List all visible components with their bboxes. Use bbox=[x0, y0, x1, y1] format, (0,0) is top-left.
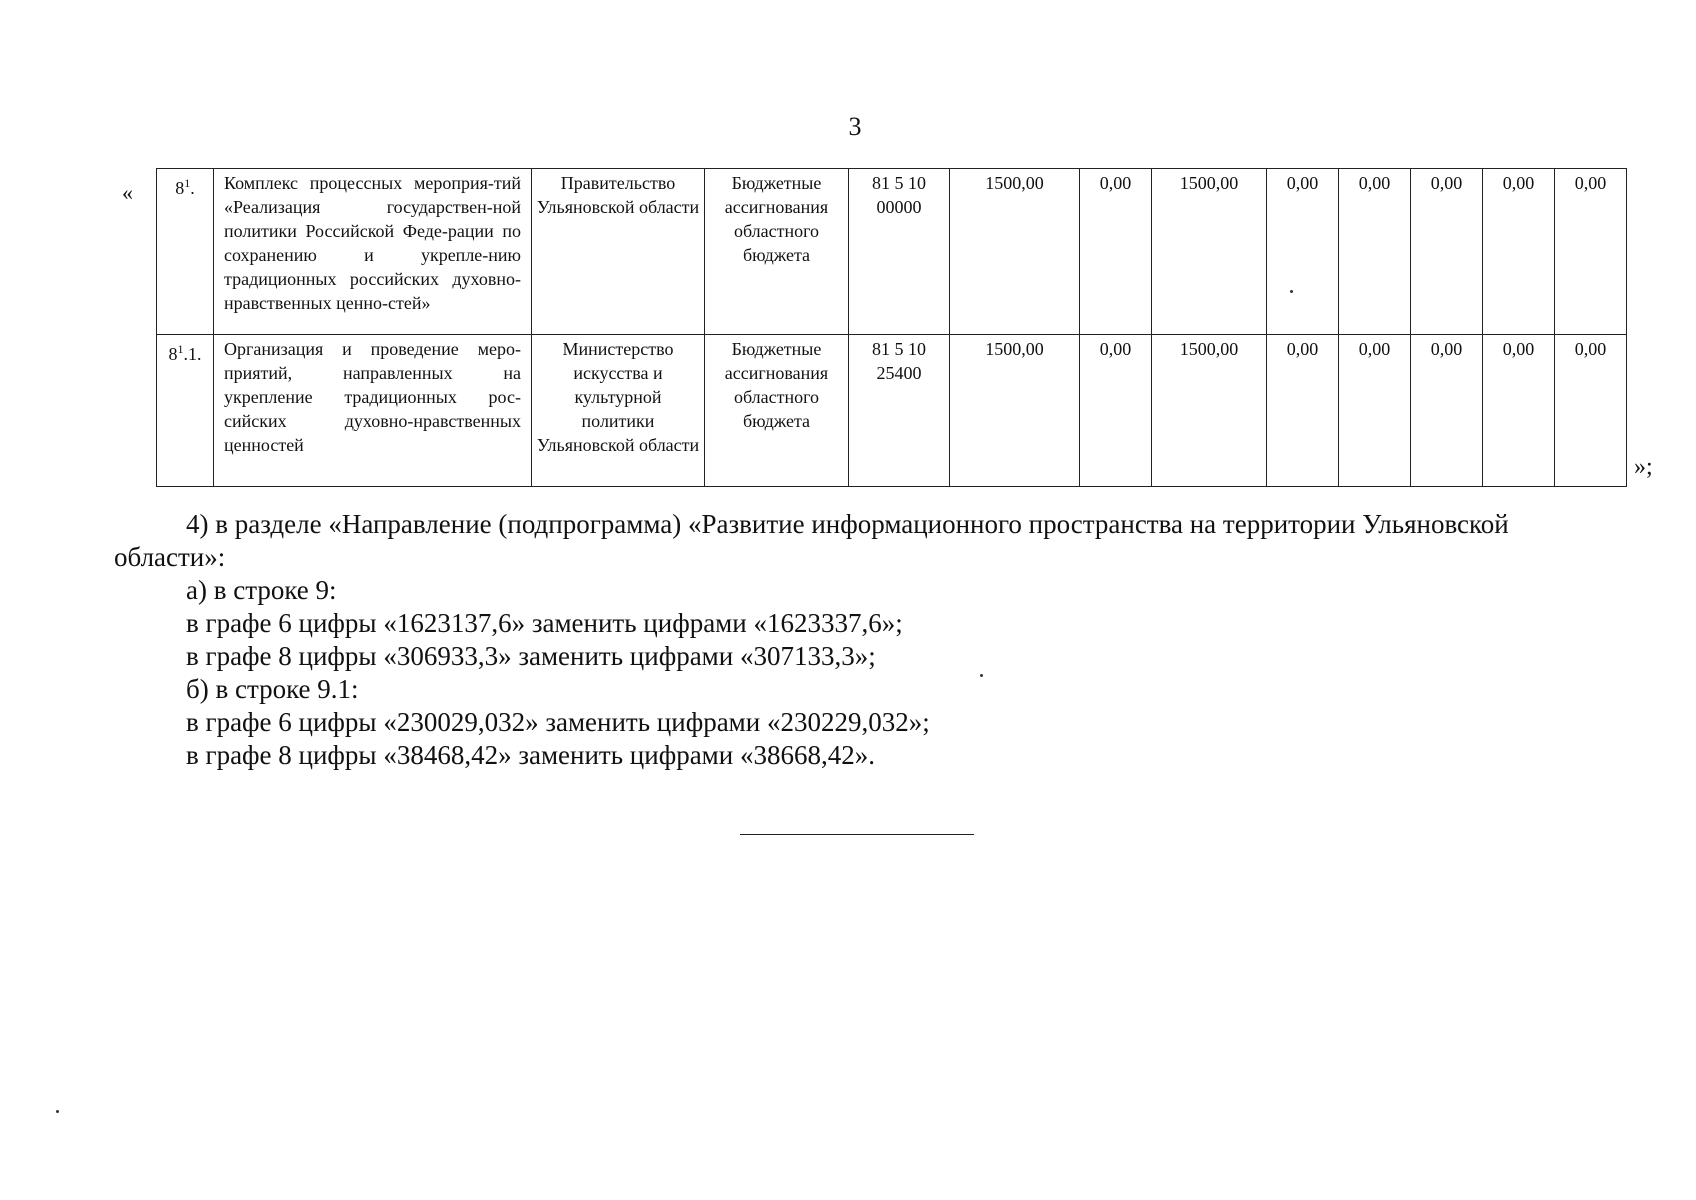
subitem-a-line-1: в графе 6 цифры «1623137,6» заменить цифрами «1623337,6»; bbox=[186, 608, 903, 638]
opening-quote-mark: « bbox=[122, 180, 133, 205]
row-value: 0,00 bbox=[1267, 335, 1339, 487]
row-value: 0,00 bbox=[1483, 335, 1555, 487]
row-value: 0,00 bbox=[1339, 335, 1411, 487]
end-separator-line bbox=[740, 834, 974, 835]
scan-speck bbox=[1290, 290, 1293, 293]
row-value: 0,00 bbox=[1411, 335, 1483, 487]
row-value: 0,00 bbox=[1267, 169, 1339, 335]
table-row bbox=[157, 335, 1627, 487]
row-value-total: 1500,00 bbox=[950, 169, 1080, 335]
row-value: 0,00 bbox=[1080, 169, 1152, 335]
row-value: 0,00 bbox=[1483, 169, 1555, 335]
row-description: Комплекс процессных мероприя-тий «Реализация государствен-ной политики Российской Феде-рации по сохранению и укрепле-нию традиционных российских духовно-нравственных ценно-стей» bbox=[214, 169, 532, 335]
row-funding-source: Бюджетные ассигнования областного бюджета bbox=[705, 335, 849, 487]
row-description: Организация и проведение меро-приятий, направленных на укрепление традиционных рос-сийских духовно-нравственных ценностей bbox=[214, 335, 532, 487]
row-value: 0,00 bbox=[1555, 169, 1627, 335]
row-value: 0,00 bbox=[1339, 169, 1411, 335]
row-budget-code: 81 5 10 25400 bbox=[849, 335, 950, 487]
page-number: 3 bbox=[848, 112, 862, 141]
row-funding-source: Бюджетные ассигнования областного бюджета bbox=[705, 169, 849, 335]
row-value: 1500,00 bbox=[1152, 335, 1267, 487]
row-executor: Правительство Ульяновской области bbox=[532, 169, 705, 335]
row-number: $8^1.1$. bbox=[157, 335, 214, 487]
row-value: 1500,00 bbox=[1152, 169, 1267, 335]
subitem-a-title: а) в строке 9: bbox=[186, 575, 337, 605]
scan-speck bbox=[980, 674, 983, 677]
subitem-b-line-2: в графе 8 цифры «38468,42» заменить цифрами «38668,42». bbox=[186, 740, 875, 770]
row-number: $8^1$. bbox=[157, 169, 214, 335]
row-budget-code: 81 5 10 00000 bbox=[849, 169, 950, 335]
scan-speck bbox=[56, 1110, 59, 1113]
paragraph-section-4: 4) в разделе «Направление (подпрограмма) «Развитие информационного пространства на территории Ульяновской области»: bbox=[114, 509, 1509, 572]
amendment-text bbox=[114, 508, 1604, 772]
row-executor: Министерство искусства и культурной политики Ульяновской области bbox=[532, 335, 705, 487]
row-value: 0,00 bbox=[1411, 169, 1483, 335]
row-value: 0,00 bbox=[1555, 335, 1627, 487]
row-value: 0,00 bbox=[1080, 335, 1152, 487]
table-row bbox=[157, 169, 1627, 335]
subitem-b-title: б) в строке 9.1: bbox=[186, 674, 359, 704]
closing-quote-mark: »; bbox=[1634, 454, 1653, 480]
subitem-a-line-2: в графе 8 цифры «306933,3» заменить цифрами «307133,3»; bbox=[186, 641, 876, 671]
amendment-table bbox=[156, 168, 1627, 487]
subitem-b-line-1: в графе 6 цифры «230029,032» заменить цифрами «230229,032»; bbox=[186, 707, 930, 737]
row-value-total: 1500,00 bbox=[950, 335, 1080, 487]
